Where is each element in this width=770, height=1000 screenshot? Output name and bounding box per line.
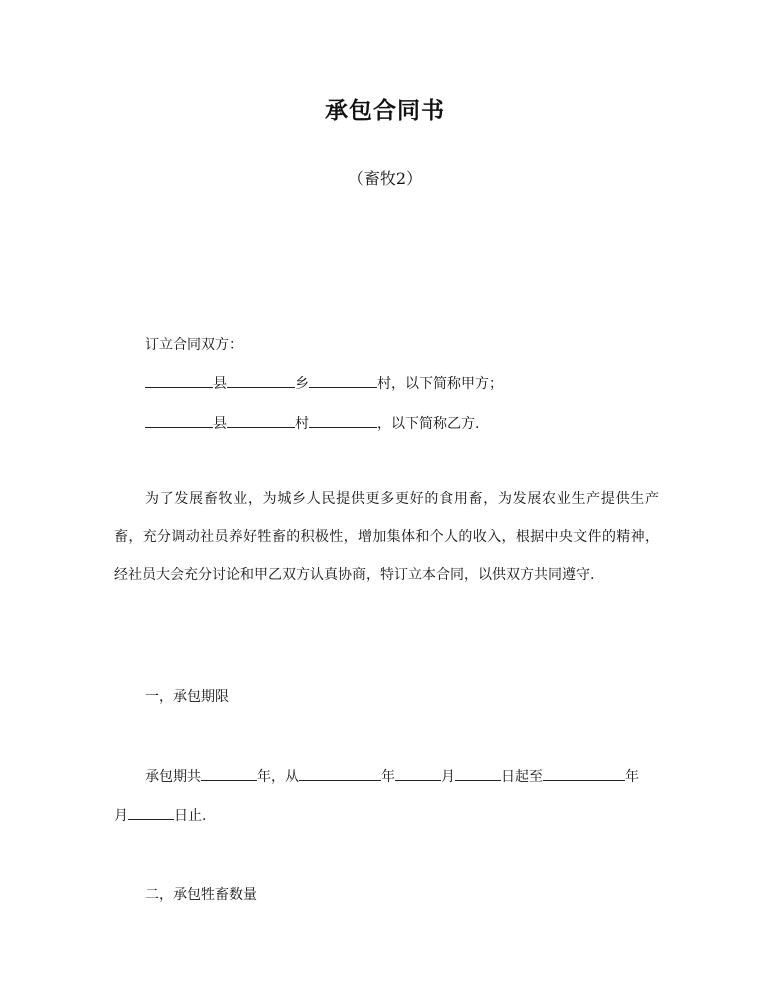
- party-a-township-label: 乡: [295, 376, 309, 392]
- blank-field: [309, 413, 377, 428]
- party-a-village-label: 村，以下简称甲方；: [377, 376, 503, 392]
- parties-intro: 订立合同双方：: [145, 337, 243, 353]
- document-title: 承包合同书: [325, 98, 445, 124]
- blank-field: [395, 766, 441, 781]
- party-b-suffix-label: ，以下简称乙方.: [377, 416, 480, 432]
- term-years-label: 年，从: [257, 769, 299, 785]
- term-start-year-label: 年: [381, 769, 395, 785]
- section-2-heading: 二，承包牲畜数量: [145, 887, 257, 903]
- term-end-day-label: 日止.: [174, 808, 207, 824]
- term-prefix: 承包期共: [145, 769, 201, 785]
- term-end-month-label: 月: [114, 808, 128, 824]
- party-b-line: [145, 413, 479, 434]
- party-b-county-label: 县: [213, 416, 227, 432]
- term-end-year-label: 年: [625, 769, 639, 785]
- party-a-county-label: 县: [213, 376, 227, 392]
- term-start-day-label: 日起至: [501, 769, 543, 785]
- blank-field: [227, 373, 295, 388]
- document-subtitle: （畜牧2）: [347, 169, 423, 188]
- blank-field: [227, 413, 295, 428]
- blank-field: [201, 766, 257, 781]
- blank-field: [309, 373, 377, 388]
- term-start-month-label: 月: [441, 769, 455, 785]
- blank-field: [145, 413, 213, 428]
- blank-field: [543, 766, 625, 781]
- term-line-1: [145, 766, 639, 787]
- blank-field: [299, 766, 381, 781]
- blank-field: [145, 373, 213, 388]
- preamble-paragraph: 为了发展畜牧业，为城乡人民提供更多更好的食用畜，为发展农业生产提供生产畜，充分调动社员养好牲畜的积极性，增加集体和个人的收入，根据中央文件的精神，经社员大会充分讨论和甲乙双方认真协商，特订立本合同，以供双方共同遵守.: [114, 491, 659, 583]
- section-1-heading: 一，承包期限: [145, 689, 229, 705]
- party-b-village-label: 村: [295, 416, 309, 432]
- blank-field: [455, 766, 501, 781]
- term-line-2: [114, 805, 206, 826]
- party-a-line: [145, 373, 503, 394]
- blank-field: [128, 805, 174, 820]
